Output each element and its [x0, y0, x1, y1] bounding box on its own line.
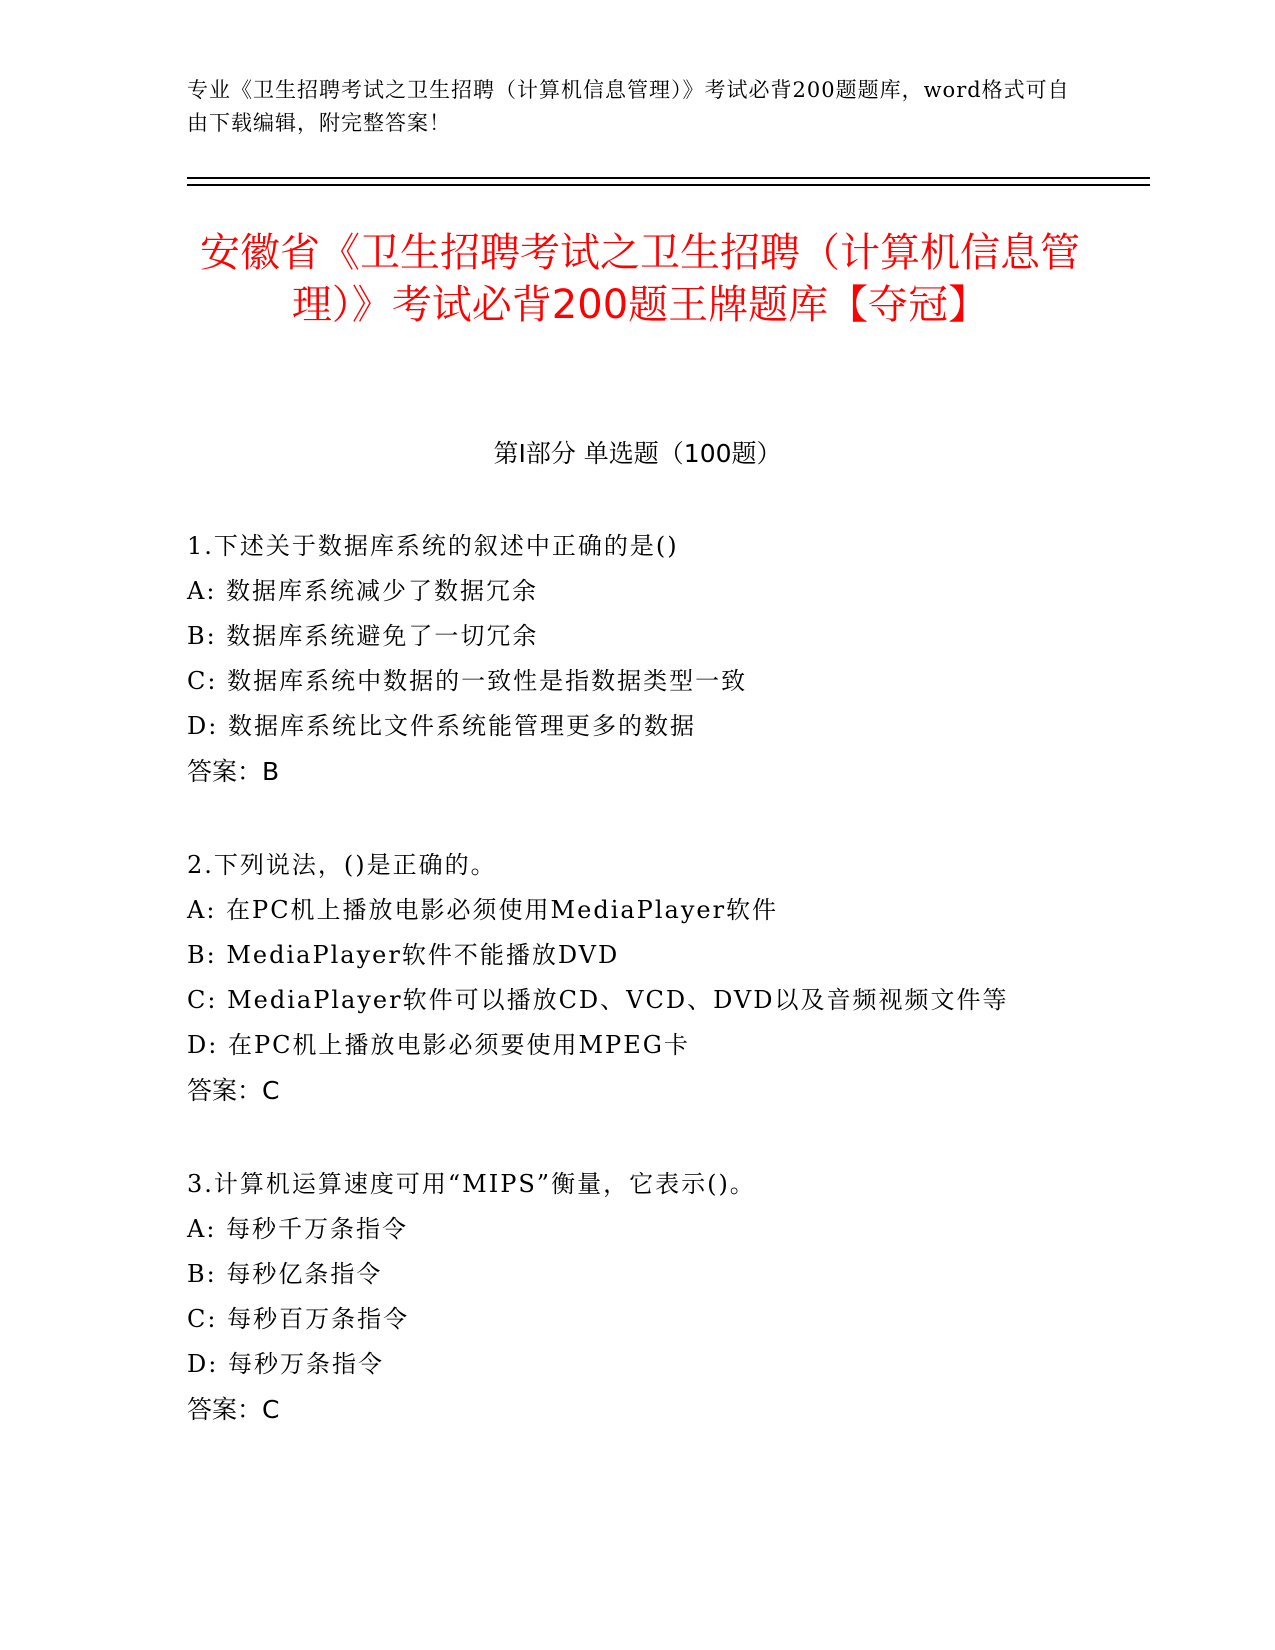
question-block-2 [187, 843, 1147, 1113]
page-title: 安徽省《卫生招聘考试之卫生招聘（计算机信息管理）》考试必背200题王牌题库【夺冠】 [200, 230, 1080, 328]
option-b: B: MediaPlayer软件不能播放DVD [187, 941, 620, 969]
question-block-1 [187, 524, 1147, 794]
section-title: 第Ⅰ部分 单选题（100题） [493, 439, 782, 468]
question-stem: 1.下述关于数据库系统的叙述中正确的是() [187, 532, 679, 560]
question-stem: 3.计算机运算速度可用“MIPS”衡量，它表示()。 [187, 1170, 756, 1198]
answer-line: 答案：C [187, 1076, 280, 1105]
option-b: B: 每秒亿条指令 [187, 1260, 383, 1288]
header-divider-bottom [187, 184, 1150, 186]
option-d: D: 每秒万条指令 [187, 1350, 384, 1378]
option-a: A: 数据库系统减少了数据冗余 [187, 577, 539, 605]
header-note: 专业《卫生招聘考试之卫生招聘（计算机信息管理）》考试必背200题题库，word格式可自由下载编辑，附完整答案！ [187, 78, 1070, 135]
option-c: C: MediaPlayer软件可以播放CD、VCD、DVD以及音频视频文件等 [187, 986, 1009, 1014]
option-c: C: 数据库系统中数据的一致性是指数据类型一致 [187, 667, 748, 695]
header-divider-top [187, 177, 1150, 179]
answer-line: 答案：B [187, 757, 280, 786]
option-a: A: 在PC机上播放电影必须使用MediaPlayer软件 [187, 896, 779, 924]
option-d: D: 数据库系统比文件系统能管理更多的数据 [187, 712, 696, 740]
question-block-3 [187, 1162, 1147, 1432]
option-a: A: 每秒千万条指令 [187, 1215, 409, 1243]
question-stem: 2.下列说法，()是正确的。 [187, 851, 497, 879]
answer-line: 答案：C [187, 1395, 280, 1424]
option-c: C: 每秒百万条指令 [187, 1305, 410, 1333]
option-b: B: 数据库系统避免了一切冗余 [187, 622, 539, 650]
option-d: D: 在PC机上播放电影必须要使用MPEG卡 [187, 1031, 690, 1059]
